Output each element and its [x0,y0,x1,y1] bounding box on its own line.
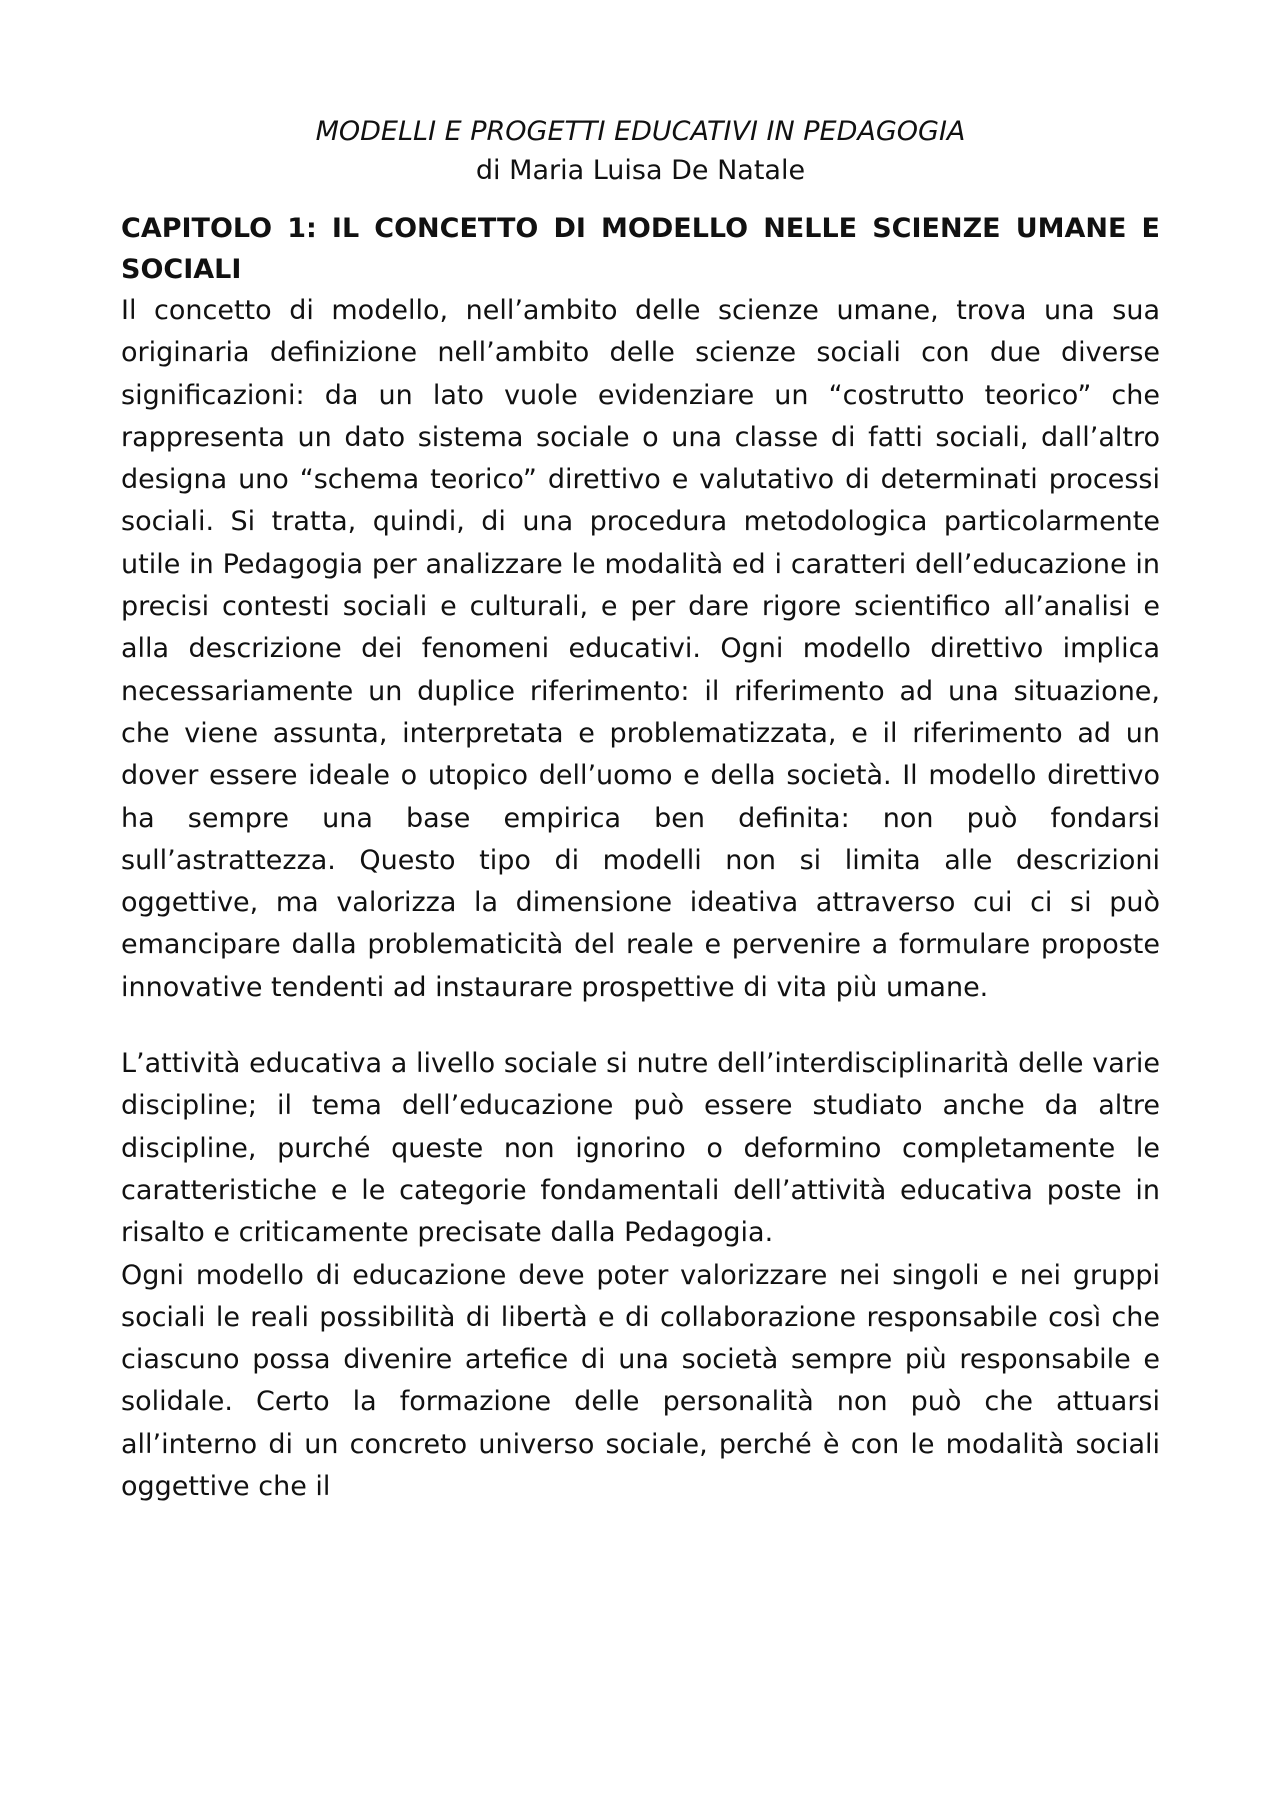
document-title: MODELLI E PROGETTI EDUCATIVI IN PEDAGOGIA [315,116,966,147]
paragraph-2: L’attività educativa a livello sociale si nutre dell’interdisciplinarità delle varie discipline; il tema dell’educazione può essere studiato anche da altre discipline, purché queste non ignorino o deformino completamente le caratteristiche e le categorie fondamentali dell’attività educativa poste in risalto e criticamente precisate dalla Pedagogia. [121,1048,1160,1249]
paragraph-1: Il concetto di modello, nell’ambito delle scienze umane, trova una sua originaria definizione nell’ambito delle scienze sociali con due diverse significazioni: da un lato vuole evidenziare un “costrutto teorico” che rappresenta un dato sistema sociale o una classe di fatti sociali, dall’altro designa uno “schema teorico” direttivo e valutativo di determinati processi sociali. Si tratta, quindi, di una procedura metodologica particolarmente utile in Pedagogia per analizzare le modalità ed i caratteri dell’educazione in precisi contesti sociali e culturali, e per dare rigore scientifico all’analisi e alla descrizione dei fenomeni educativi. Ogni modello direttivo implica necessariamente un duplice riferimento: il riferimento ad una situazione, che viene assunta, interpretata e problematizzata, e il riferimento ad un dover essere ideale o utopico dell’uomo e della società. Il modello direttivo ha sempre una base empirica ben definita: non può fondarsi sull’astrattezza. Questo tipo di modelli non si limita alle descrizioni oggettive, ma valorizza la dimensione ideativa attraverso cui ci si può emancipare dalla problematicità del reale e pervenire a formulare proposte innovative tendenti ad instaurare prospettive di vita più umane. [121,295,1160,1003]
document-page [121,112,1160,1508]
chapter-heading: CAPITOLO 1: IL CONCETTO DI MODELLO NELLE SCIENZE UMANE E SOCIALI [121,213,1160,285]
paragraph-spacer [121,1009,1160,1043]
paragraph-3: Ogni modello di educazione deve poter valorizzare nei singoli e nei gruppi sociali le reali possibilità di libertà e di collaborazione responsabile così che ciascuno possa divenire artefice di una società sempre più responsabile e solidale. Certo la formazione delle personalità non può che attuarsi all’interno di un concreto universo sociale, perché è con le modalità sociali oggettive che il [121,1259,1160,1503]
document-author: di Maria Luisa De Natale [475,155,806,186]
